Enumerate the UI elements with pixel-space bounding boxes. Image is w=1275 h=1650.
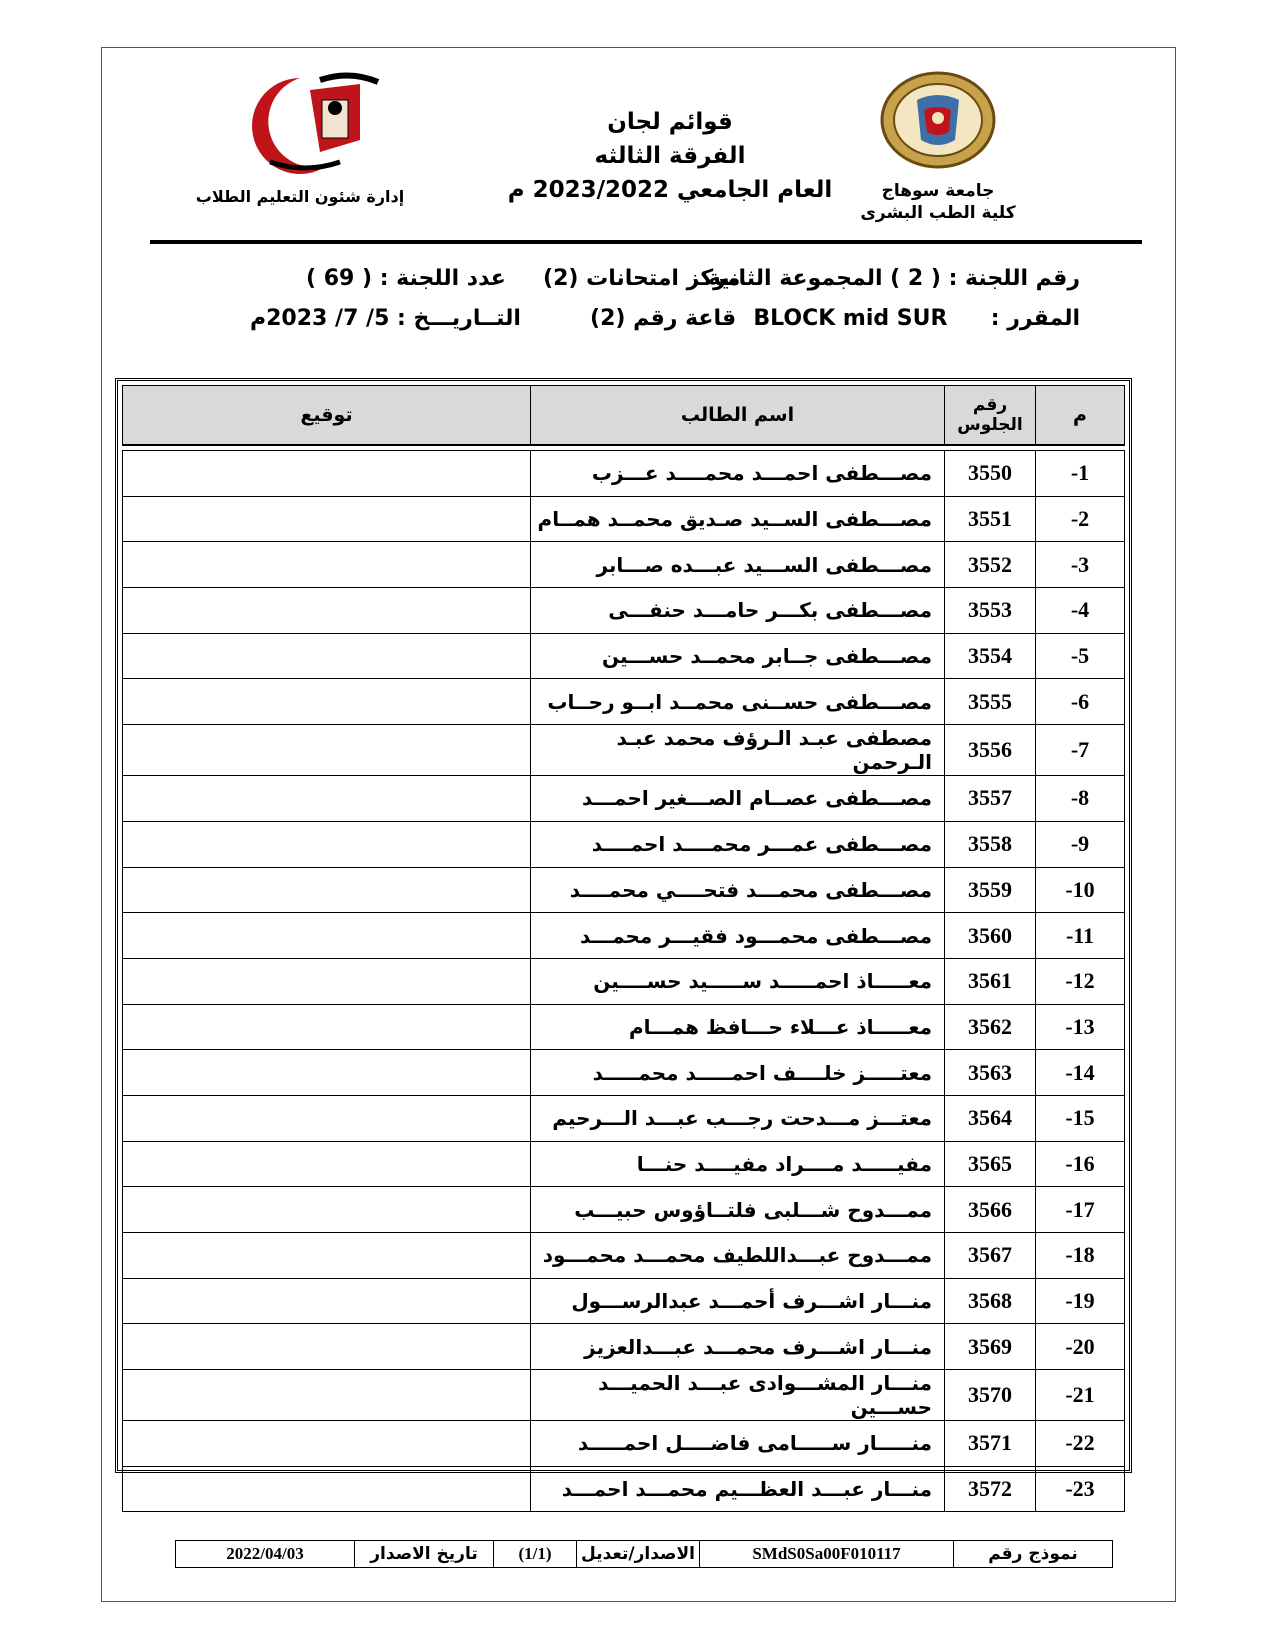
university-header [838, 70, 1038, 224]
signature-cell [123, 867, 531, 913]
course-value: BLOCK mid SUR [753, 306, 948, 331]
col-header-signature: توقيع [123, 386, 531, 446]
issue-date-label: تاريخ الاصدار [354, 1541, 493, 1567]
table-row [123, 1233, 1125, 1279]
table-row [123, 821, 1125, 867]
row-index: 10- [1036, 867, 1125, 913]
row-index: 14- [1036, 1050, 1125, 1096]
table-row [123, 1466, 1125, 1512]
form-footer [175, 1540, 1113, 1568]
signature-cell [123, 1466, 531, 1512]
form-number-label: نموذج رقم [953, 1541, 1112, 1567]
student-name: مصـــطفى محمـــد فتحــــي محمــــد [531, 867, 945, 913]
student-name: منـــــار ســـــامى فاضــــل احمـــــد [531, 1421, 945, 1467]
seat-number: 3550 [945, 451, 1036, 497]
signature-cell [123, 1141, 531, 1187]
signature-cell [123, 542, 531, 588]
row-index: 23- [1036, 1466, 1125, 1512]
form-code: SMdS0Sa00F010117 [699, 1541, 953, 1567]
table-row [123, 1187, 1125, 1233]
issue-date: 2022/04/03 [226, 1544, 304, 1563]
row-index: 4- [1036, 588, 1125, 634]
faculty-logo-icon [210, 70, 390, 179]
title-line-2: الفرقة الثالثه [594, 143, 746, 169]
signature-cell [123, 1278, 531, 1324]
student-name: مصـــطفى محمـــود فقيـــر محمـــد [531, 913, 945, 959]
student-name: مصـــطفى بكـــر حامـــد حنفـــى [531, 588, 945, 634]
signature-cell [123, 633, 531, 679]
student-name: مصـــطفى حســنى محمــد ابــو رحــاب [531, 679, 945, 725]
header-divider [150, 240, 1142, 244]
signature-cell [123, 821, 531, 867]
col-header-seat [945, 386, 1036, 446]
exam-date: التــاريـــخ : 5/ 7/ 2023م [250, 306, 521, 331]
roster-table [122, 385, 1125, 1512]
signature-cell [123, 1050, 531, 1096]
signature-cell [123, 679, 531, 725]
university-seal-icon [879, 70, 997, 174]
table-row [123, 1370, 1125, 1421]
seat-number: 3566 [945, 1187, 1036, 1233]
student-name: منـــار اشـــرف محمـــد عبـــدالعزيز [531, 1324, 945, 1370]
row-index: 6- [1036, 679, 1125, 725]
signature-cell [123, 1095, 531, 1141]
table-row [123, 958, 1125, 1004]
student-name: مصـــطفى الســيد صـديق محمــد همــام [531, 496, 945, 542]
seat-number: 3554 [945, 633, 1036, 679]
table-row [123, 1278, 1125, 1324]
table-row [123, 633, 1125, 679]
seat-number: 3569 [945, 1324, 1036, 1370]
seat-number: 3560 [945, 913, 1036, 959]
signature-cell [123, 725, 531, 776]
seat-number: 3553 [945, 588, 1036, 634]
student-name: ممـــدوح عبـــداللطيف محمـــد محمـــود [531, 1233, 945, 1279]
signature-cell [123, 1324, 531, 1370]
seat-number: 3552 [945, 542, 1036, 588]
faculty-header [180, 70, 420, 206]
title-line-1: قوائم لجان [607, 109, 733, 135]
seat-number: 3564 [945, 1095, 1036, 1141]
faculty-name: كلية الطب البشرى [860, 203, 1016, 223]
row-index: 3- [1036, 542, 1125, 588]
student-name: مصطفى عبـد الـرؤف محمد عبـد الـرحمن [531, 725, 945, 776]
document-title [500, 105, 840, 207]
table-row [123, 1421, 1125, 1467]
table-row [123, 679, 1125, 725]
committee-number: رقم اللجنة : ( 2 ) المجموعة الثانية [707, 266, 1080, 291]
signature-cell [123, 588, 531, 634]
row-index: 22- [1036, 1421, 1125, 1467]
row-index: 11- [1036, 913, 1125, 959]
row-index: 20- [1036, 1324, 1125, 1370]
course-label: المقرر : [990, 306, 1080, 331]
seat-number: 3559 [945, 867, 1036, 913]
table-row [123, 913, 1125, 959]
hall-number: قاعة رقم (2) [590, 306, 737, 331]
row-index: 15- [1036, 1095, 1125, 1141]
seat-number: 3556 [945, 725, 1036, 776]
exam-center: مركز امتحانات (2) [543, 266, 741, 291]
seat-number: 3557 [945, 776, 1036, 822]
row-index: 8- [1036, 776, 1125, 822]
student-name: معـــــاذ عـــلاء حـــافظ همـــام [531, 1004, 945, 1050]
row-index: 7- [1036, 725, 1125, 776]
row-index: 9- [1036, 821, 1125, 867]
table-row [123, 451, 1125, 497]
seat-number: 3570 [945, 1370, 1036, 1421]
roster-body [123, 451, 1125, 1512]
seat-number: 3571 [945, 1421, 1036, 1467]
student-name: مفيـــــد مــــراد مفيــــد حنـــا [531, 1141, 945, 1187]
title-line-3: العام الجامعي 2023/2022 م [507, 177, 833, 203]
seat-header-line-2: الجلوس [957, 415, 1023, 435]
student-name: معتـــز مـــدحت رجـــب عبـــد الـــرحيم [531, 1095, 945, 1141]
table-row [123, 1141, 1125, 1187]
table-row [123, 725, 1125, 776]
signature-cell [123, 1187, 531, 1233]
student-name: مصـــطفى احمـــد محمــــد عـــزب [531, 451, 945, 497]
table-row [123, 1095, 1125, 1141]
signature-cell [123, 913, 531, 959]
signature-cell [123, 496, 531, 542]
signature-cell [123, 1004, 531, 1050]
student-name: مصـــطفى عمـــر محمــــد احمــــد [531, 821, 945, 867]
course-row [753, 306, 1080, 331]
seat-number: 3558 [945, 821, 1036, 867]
row-index: 5- [1036, 633, 1125, 679]
table-row [123, 588, 1125, 634]
signature-cell [123, 451, 531, 497]
seat-number: 3561 [945, 958, 1036, 1004]
table-row [123, 542, 1125, 588]
seat-number: 3567 [945, 1233, 1036, 1279]
roster-table-frame [115, 378, 1132, 1502]
seat-number: 3555 [945, 679, 1036, 725]
edition-label: الاصدار/تعديل [576, 1541, 699, 1567]
admin-department: إدارة شئون التعليم الطلاب [195, 187, 405, 206]
signature-cell [123, 776, 531, 822]
student-name: مصـــطفى الســـيد عبـــده صـــابر [531, 542, 945, 588]
table-row [123, 776, 1125, 822]
seat-number: 3562 [945, 1004, 1036, 1050]
seat-header-line-1: رقم [972, 395, 1008, 415]
seat-number: 3565 [945, 1141, 1036, 1187]
signature-cell [123, 1421, 531, 1467]
row-index: 12- [1036, 958, 1125, 1004]
student-name: ممـــدوح شـــلبى فلتــاؤوس حبيـــب [531, 1187, 945, 1233]
row-index: 18- [1036, 1233, 1125, 1279]
student-name: منـــار المشـــوادى عبـــد الحميـــد حســـين [531, 1370, 945, 1421]
row-index: 17- [1036, 1187, 1125, 1233]
student-name: معـــــاذ احمـــــد ســـــيد حســــين [531, 958, 945, 1004]
row-index: 2- [1036, 496, 1125, 542]
seat-number: 3572 [945, 1466, 1036, 1512]
table-row [123, 496, 1125, 542]
col-header-index: م [1036, 386, 1125, 446]
signature-cell [123, 1233, 531, 1279]
university-name: جامعة سوهاج [881, 181, 995, 201]
seat-number: 3568 [945, 1278, 1036, 1324]
table-row [123, 1050, 1125, 1096]
table-row [123, 1004, 1125, 1050]
row-index: 13- [1036, 1004, 1125, 1050]
committee-count: عدد اللجنة : ( 69 ) [306, 266, 506, 291]
student-name: منـــار عبـــد العظـــيم محمـــد احمـــد [531, 1466, 945, 1512]
table-row [123, 1324, 1125, 1370]
student-name: مصـــطفى جــابر محمــد حســـين [531, 633, 945, 679]
signature-cell [123, 1370, 531, 1421]
edition-value: (1/1) [493, 1541, 576, 1567]
seat-number: 3563 [945, 1050, 1036, 1096]
row-index: 21- [1036, 1370, 1125, 1421]
student-name: مصـــطفى عصــام الصـــغير احمـــد [531, 776, 945, 822]
table-header-row [123, 386, 1125, 446]
table-row [123, 867, 1125, 913]
seat-number: 3551 [945, 496, 1036, 542]
col-header-name: اسم الطالب [531, 386, 945, 446]
signature-cell [123, 958, 531, 1004]
row-index: 16- [1036, 1141, 1125, 1187]
student-name: منـــار اشـــرف أحمـــد عبدالرســـول [531, 1278, 945, 1324]
student-name: معتـــــز خلــــف احمـــــد محمـــــد [531, 1050, 945, 1096]
row-index: 19- [1036, 1278, 1125, 1324]
row-index: 1- [1036, 451, 1125, 497]
